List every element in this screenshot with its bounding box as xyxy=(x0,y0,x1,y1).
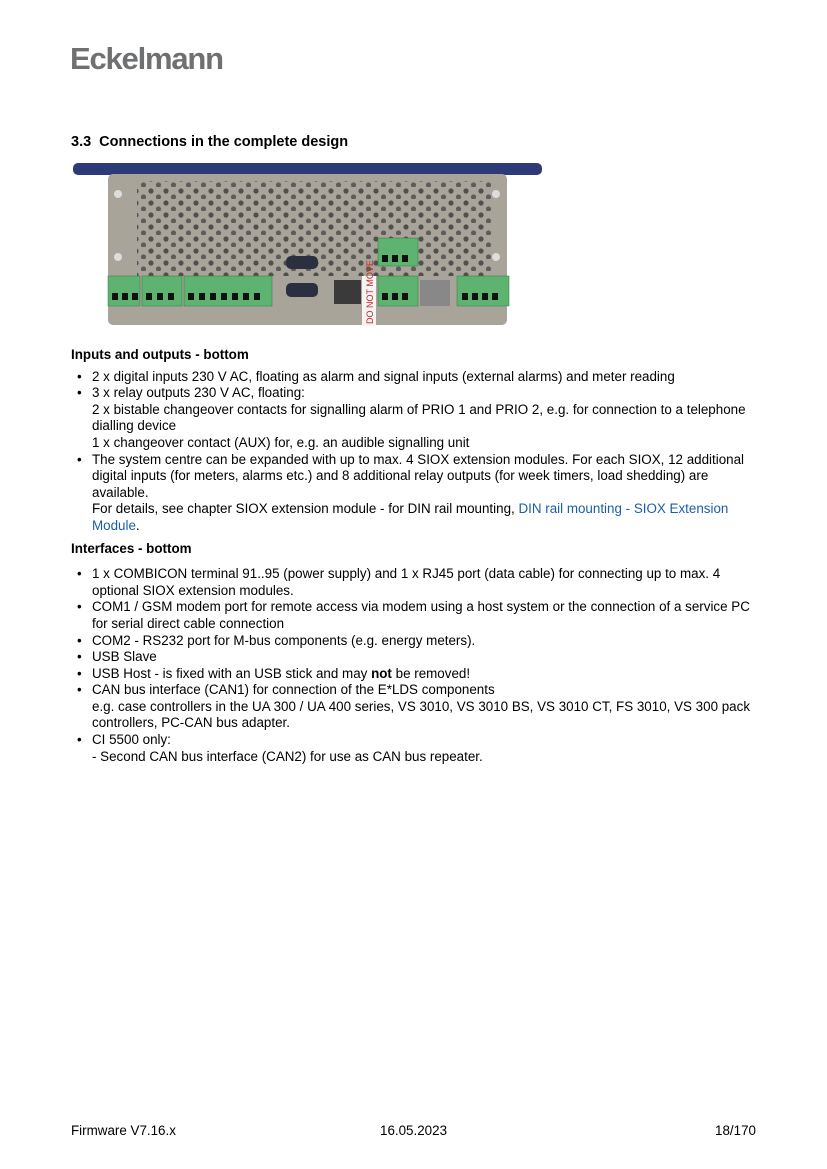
item-text: • USB Slave xyxy=(92,649,157,665)
front-bezel xyxy=(73,163,542,175)
section-title: Connections in the complete design xyxy=(99,134,349,150)
item-text: • 1 x COMBICON terminal 91..95 (power supply) and 1 x RJ45 port (data cable) for connecting up to max. 4 optional SIOX extension modules. xyxy=(92,566,721,598)
item-text: USB Host - is fixed with an USB stick and may xyxy=(92,665,372,681)
item-text: • CAN bus interface (CAN1) for connection of the E*LDS components xyxy=(92,682,495,698)
emphasis-text: not xyxy=(371,665,392,681)
com2-port xyxy=(286,283,318,297)
item-text: • CI 5500 only: xyxy=(92,732,171,748)
list-item xyxy=(71,732,761,765)
com1-port xyxy=(286,256,318,269)
item-text: • 2 x digital inputs 230 V AC, floating as alarm and signal inputs (external alarms) and meter reading xyxy=(92,368,675,384)
list-item xyxy=(71,452,761,535)
item-text: e.g. case controllers in the UA 300 / UA 400 series, VS 3010, VS 3010 BS, VS 3010 CT, FS 3010, VS 300 pack controllers, PC-CAN bus adapter. xyxy=(92,698,751,731)
list-item xyxy=(71,599,761,632)
rj45-port xyxy=(420,280,450,306)
list-item xyxy=(71,566,761,599)
item-text xyxy=(92,501,761,534)
section-heading xyxy=(71,134,348,150)
section-number: 3.3 xyxy=(71,134,92,150)
item-text: be removed! xyxy=(391,665,471,681)
footer-firmware: Firmware V7.16.x xyxy=(71,1123,176,1138)
item-text: • COM1 / GSM modem port for remote access via modem using a host system or the connection of a service PC for serial direct cable connection xyxy=(92,599,750,631)
detail-suffix: . xyxy=(135,517,140,533)
eckelmann-logo: Eckelmann xyxy=(70,41,223,76)
list-item xyxy=(71,369,761,386)
list-item xyxy=(71,649,761,666)
list-item xyxy=(71,682,761,732)
list-item xyxy=(71,385,761,451)
do-not-move-text: DO NOT MOVE xyxy=(365,260,375,324)
item-text: 2 x bistable changeover contacts for signalling alarm of PRIO 1 and PRIO 2, e.g. for connection to a telephone dialling device xyxy=(92,401,746,434)
usb-slave-port xyxy=(334,280,361,304)
item-text: - Second CAN bus interface (CAN2) for use as CAN bus repeater. xyxy=(92,748,483,764)
item-text: • 3 x relay outputs 230 V AC, floating: xyxy=(92,385,305,401)
interfaces-list xyxy=(71,566,761,765)
footer-page-number: 18/170 xyxy=(715,1123,756,1138)
list-item xyxy=(71,633,761,650)
item-text: • COM2 - RS232 port for M-bus components (e.g. energy meters). xyxy=(92,632,476,648)
inputs-outputs-list xyxy=(71,369,761,535)
device-bottom-photo xyxy=(72,163,543,328)
list-item xyxy=(71,666,761,683)
inputs-outputs-heading: Inputs and outputs - bottom xyxy=(71,347,249,362)
detail-text: For details, see chapter SIOX extension module - for DIN rail mounting, xyxy=(92,501,519,517)
item-text: 1 x changeover contact (AUX) for, e.g. an audible signalling unit xyxy=(92,434,470,450)
footer-date: 16.05.2023 xyxy=(380,1123,448,1138)
main-content xyxy=(71,347,761,771)
siox-din-rail-link[interactable]: DIN rail mounting - SIOX Extension Module xyxy=(92,501,729,533)
item-text: • The system centre can be expanded with up to max. 4 SIOX extension modules. For each SIOX, 12 additional digital inputs (for meters, alarms etc.) and 8 additional relay outputs (for week timers, load shedding) are available. xyxy=(92,451,745,500)
interfaces-heading: Interfaces - bottom xyxy=(71,540,192,556)
